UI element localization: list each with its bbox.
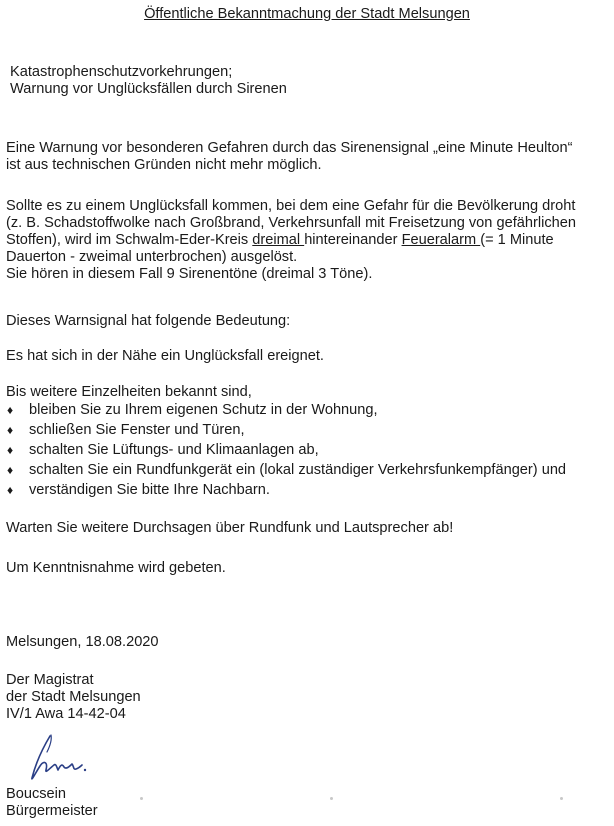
- list-item: [6, 482, 566, 502]
- list-item-text: verständigen Sie bitte Ihre Nachbarn.: [29, 482, 270, 498]
- diamond-bullet-icon: ♦: [7, 443, 14, 457]
- subject-block: [10, 64, 610, 98]
- paragraph-2: [6, 198, 606, 283]
- paragraph-6: Um Kenntnisnahme wird gebeten.: [6, 560, 226, 576]
- subject-line-1: Katastrophenschutzvorkehrungen;: [10, 64, 233, 80]
- list-item: [6, 442, 566, 462]
- diamond-bullet-icon: ♦: [7, 463, 14, 477]
- subject-line-2: Warnung vor Unglücksfällen durch Sirenen: [10, 81, 287, 97]
- paragraph-1-line-1: Eine Warnung vor besonderen Gefahren durch das Sirenensignal „eine Minute Heulton“: [6, 140, 573, 156]
- paragraph-2-line-1: Sollte es zu einem Unglücksfall kommen, bei dem eine Gefahr für die Bevölkerung droht: [6, 198, 576, 214]
- diamond-bullet-icon: ♦: [7, 403, 14, 417]
- list-item: [6, 402, 566, 422]
- paragraph-1: [6, 140, 606, 174]
- instruction-list: [6, 402, 566, 502]
- paragraph-3: Dieses Warnsignal hat folgende Bedeutung:: [6, 313, 291, 329]
- signatory-block: [6, 786, 606, 820]
- sender-line-3: IV/1 Awa 14-42-04: [6, 706, 126, 722]
- paragraph-5: Warten Sie weitere Durchsagen über Rundfunk und Lautsprecher ab!: [6, 520, 454, 536]
- paragraph-2-line-3-part-c: (= 1 Minute: [480, 232, 554, 248]
- list-item-text: schließen Sie Fenster und Türen,: [29, 422, 245, 438]
- paragraph-2-line-3: [6, 232, 606, 249]
- list-item-text: bleiben Sie zu Ihrem eigenen Schutz in der Wohnung,: [29, 402, 378, 418]
- paragraph-2-line-3-part-b: hintereinander: [304, 232, 402, 248]
- handwritten-signature: [24, 732, 94, 784]
- paragraph-2-line-3-part-a: Stoffen), wird im Schwalm-Eder-Kreis: [6, 232, 253, 248]
- list-intro: Bis weitere Einzelheiten bekannt sind,: [6, 384, 252, 400]
- paragraph-2-line-4: Dauerton - zweimal unterbrochen) ausgelöst.: [6, 249, 298, 265]
- scan-artifact: [560, 797, 563, 800]
- diamond-bullet-icon: ♦: [7, 423, 14, 437]
- list-item-text: schalten Sie ein Rundfunkgerät ein (lokal zuständiger Verkehrsfunkempfänger) und: [29, 462, 567, 478]
- signatory-role: Bürgermeister: [6, 803, 98, 819]
- sender-block: [6, 672, 606, 723]
- underlined-dreimal: dreimal: [252, 232, 305, 248]
- sender-line-2: der Stadt Melsungen: [6, 689, 141, 705]
- paragraph-1-line-2: ist aus technischen Gründen nicht mehr möglich.: [6, 157, 322, 173]
- diamond-bullet-icon: ♦: [7, 483, 14, 497]
- list-item: [6, 462, 566, 482]
- document-title: Öffentliche Bekanntmachung der Stadt Melsungen: [144, 6, 470, 22]
- place-and-date: Melsungen, 18.08.2020: [6, 634, 159, 650]
- signatory-name: Boucsein: [6, 786, 67, 802]
- scan-artifact: [330, 797, 333, 800]
- sender-line-1: Der Magistrat: [6, 672, 94, 688]
- paragraph-4: Es hat sich in der Nähe ein Unglücksfall ereignet.: [6, 348, 324, 364]
- underlined-feueralarm: Feueralarm: [401, 232, 481, 248]
- paragraph-2-line-5: Sie hören in diesem Fall 9 Sirenentöne (dreimal 3 Töne).: [6, 266, 373, 282]
- list-item: [6, 422, 566, 442]
- paragraph-2-line-2: (z. B. Schadstoffwolke nach Großbrand, Verkehrsunfall mit Freisetzung von gefährlichen: [6, 215, 576, 231]
- scan-artifact: [140, 797, 143, 800]
- list-item-text: schalten Sie Lüftungs- und Klimaanlagen ab,: [29, 442, 319, 458]
